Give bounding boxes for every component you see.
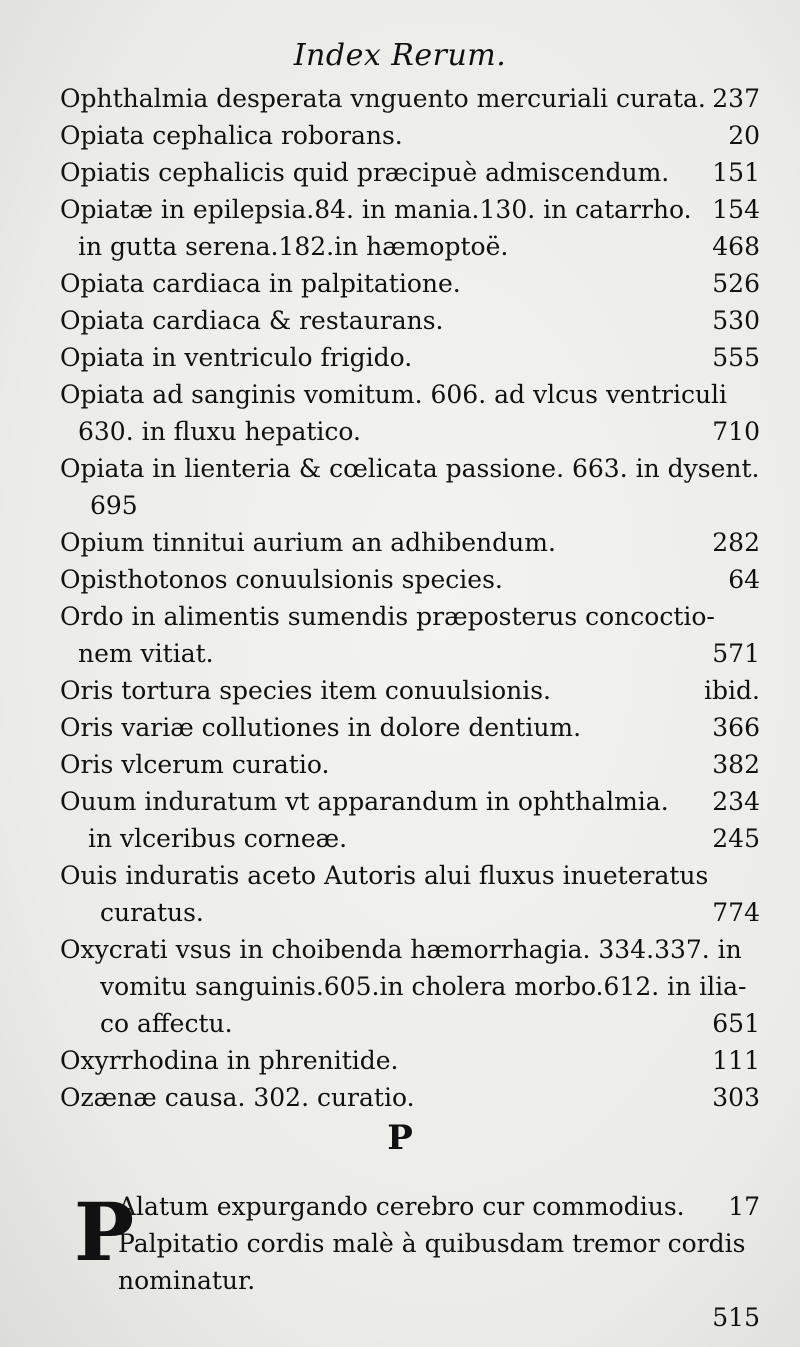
- index-entry: [0, 783, 800, 857]
- index-term: Palpitatio cordis malè à quibusdam tremor cordis: [118, 1229, 746, 1258]
- section-letter: P: [387, 1118, 413, 1158]
- page-number: 651: [712, 1009, 760, 1038]
- page-number: 530: [712, 306, 760, 335]
- index-term: curatus.: [100, 898, 204, 927]
- index-line: [0, 857, 800, 894]
- index-term: Oxycrati vsus in choibenda hæmorrhagia. 334.337. in: [60, 935, 742, 964]
- page-number: 382: [712, 750, 760, 779]
- page-number: 515: [712, 1303, 760, 1332]
- index-entry: [0, 450, 800, 524]
- page-number: 710: [712, 417, 760, 446]
- index-entry: [0, 931, 800, 1042]
- index-line: [0, 931, 800, 968]
- index-entry: [0, 154, 800, 191]
- index-line: [0, 524, 800, 561]
- index-line: [0, 894, 800, 931]
- index-line: [0, 709, 800, 746]
- index-line: [0, 561, 800, 598]
- index-line: [0, 154, 800, 191]
- index-term: Opium tinnitui aurium an adhibendum.: [60, 528, 556, 557]
- index-entry: [0, 672, 800, 709]
- index-term: Oris vlcerum curatio.: [60, 750, 330, 779]
- index-line: [0, 302, 800, 339]
- page-number: 234: [712, 787, 760, 816]
- index-term: 630. in fluxu hepatico.: [78, 417, 361, 446]
- index-entry: [0, 857, 800, 931]
- index-entry: [0, 265, 800, 302]
- page-number: 282: [712, 528, 760, 557]
- index-line: [0, 635, 800, 672]
- index-term: Opiata ad sanginis vomitum. 606. ad vlcus ventriculi: [60, 380, 728, 409]
- index-term: Oris variæ collutiones in dolore dentium.: [60, 713, 582, 742]
- drop-cap: P: [74, 1185, 135, 1279]
- index-line: [0, 413, 800, 450]
- index-term: Opiatis cephalicis quid præcipuè admiscendum.: [60, 158, 670, 187]
- index-line: [0, 487, 800, 524]
- index-line: [0, 1225, 800, 1262]
- page-number: 111: [712, 1046, 760, 1075]
- index-line: [0, 746, 800, 783]
- page-number: 17: [728, 1192, 760, 1221]
- page-number: 303: [712, 1083, 760, 1112]
- index-term: Opiata in ventriculo frigido.: [60, 343, 413, 372]
- index-line: [0, 1042, 800, 1079]
- page-number: 151: [712, 158, 760, 187]
- index-entry: [0, 598, 800, 672]
- page-number: 20: [728, 121, 760, 150]
- page-number: 237: [712, 84, 760, 113]
- index-line: [0, 450, 800, 487]
- index-entry: [0, 746, 800, 783]
- index-term: vomitu sanguinis.605.in cholera morbo.612. in ilia-: [100, 972, 747, 1001]
- index-line: [0, 968, 800, 1005]
- index-term: Oxyrrhodina in phrenitide.: [60, 1046, 399, 1075]
- index-term: Alatum expurgando cerebro cur commodius.: [118, 1192, 685, 1221]
- index-entry: [0, 561, 800, 598]
- index-term: co affectu.: [100, 1009, 233, 1038]
- page-header: Index Rerum.: [293, 38, 507, 73]
- index-term: Ozænæ causa. 302. curatio.: [60, 1083, 415, 1112]
- index-term: Ouis induratis aceto Autoris alui fluxus inueteratus: [60, 861, 709, 890]
- index-entry: [0, 1079, 800, 1116]
- index-line: [0, 191, 800, 228]
- index-line: [0, 598, 800, 635]
- page-number: 366: [712, 713, 760, 742]
- index-entries: [0, 80, 800, 1116]
- index-entry: [0, 80, 800, 117]
- index-line: [0, 1299, 800, 1336]
- index-line: [0, 1262, 800, 1299]
- page-number: 245: [712, 824, 760, 853]
- index-term: Opiatæ in epilepsia.84. in mania.130. in catarrho.: [60, 195, 692, 224]
- index-line: [0, 783, 800, 820]
- index-term: Opisthotonos conuulsionis species.: [60, 565, 503, 594]
- index-term: in gutta serena.182.in hæmoptoë.: [78, 232, 509, 261]
- index-line: [0, 672, 800, 709]
- index-term: Oris tortura species item conuulsionis.: [60, 676, 552, 705]
- index-entry: [0, 339, 800, 376]
- index-term: 695: [90, 491, 138, 520]
- index-term: Opiata cardiaca in palpitatione.: [60, 269, 461, 298]
- index-term: Ouum induratum vt apparandum in ophthalmia.: [60, 787, 669, 816]
- index-entry: [0, 1042, 800, 1079]
- index-entry: [0, 376, 800, 450]
- page-number: ibid.: [704, 676, 760, 705]
- index-term: nominatur.: [118, 1266, 256, 1295]
- page-number: 154: [712, 195, 760, 224]
- index-term: Ophthalmia desperata vnguento mercuriali curata.: [60, 84, 706, 113]
- index-term: in vlceribus corneæ.: [88, 824, 348, 853]
- index-entry: [0, 524, 800, 561]
- page-number: 555: [712, 343, 760, 372]
- index-entry: [0, 302, 800, 339]
- index-line: [0, 339, 800, 376]
- index-line: [0, 820, 800, 857]
- page-number: 774: [712, 898, 760, 927]
- index-term: Opiata cardiaca & restaurans.: [60, 306, 444, 335]
- page-number: 571: [712, 639, 760, 668]
- page-number: 526: [712, 269, 760, 298]
- p-section-entries: [0, 1185, 800, 1336]
- index-line: [0, 265, 800, 302]
- index-line: [0, 1005, 800, 1042]
- index-entry: [0, 191, 800, 265]
- index-entry: [0, 117, 800, 154]
- index-line: [0, 1079, 800, 1116]
- page-number: 64: [728, 565, 760, 594]
- index-line: [0, 117, 800, 154]
- index-line: [0, 80, 800, 117]
- index-term: Opiata in lienteria & cœlicata passione. 663. in dysent.: [60, 454, 760, 483]
- index-line: [0, 376, 800, 413]
- index-term: Ordo in alimentis sumendis præposterus concoctio-: [60, 602, 715, 631]
- index-entry: [0, 709, 800, 746]
- index-line: [0, 228, 800, 265]
- index-line: [0, 1188, 800, 1225]
- index-term: nem vitiat.: [78, 639, 214, 668]
- index-term: Opiata cephalica roborans.: [60, 121, 403, 150]
- page-number: 468: [712, 232, 760, 261]
